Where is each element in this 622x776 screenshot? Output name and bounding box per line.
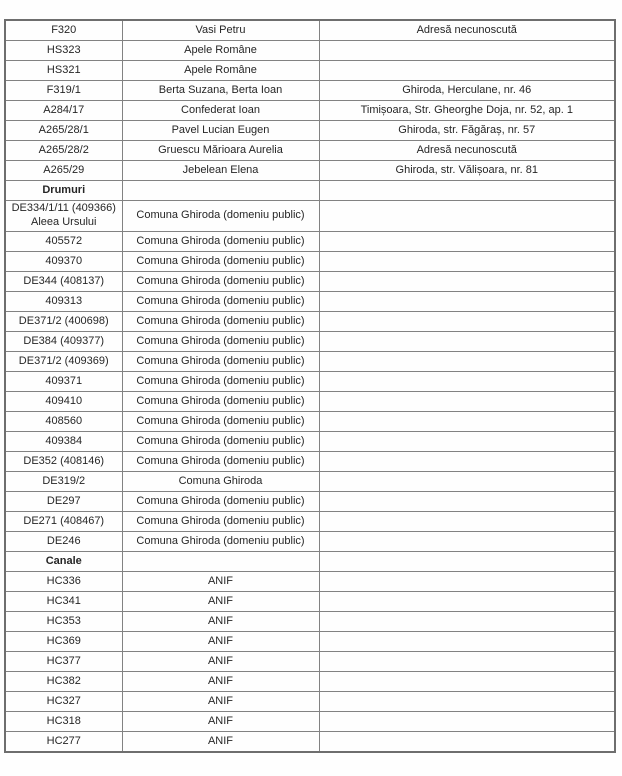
cell-parcel-code: A265/29 <box>5 161 122 181</box>
cell-parcel-code: HC277 <box>5 732 122 753</box>
cell-owner: Pavel Lucian Eugen <box>122 121 319 141</box>
cell-address <box>319 652 615 672</box>
cell-parcel-code: HC336 <box>5 572 122 592</box>
table-row <box>5 141 615 161</box>
cell-address <box>319 232 615 252</box>
cell-address: Ghiroda, str. Vălișoara, nr. 81 <box>319 161 615 181</box>
cell-address <box>319 512 615 532</box>
cell-parcel-code: HC382 <box>5 672 122 692</box>
table-row <box>5 592 615 612</box>
cell-owner: ANIF <box>122 592 319 612</box>
table-row <box>5 161 615 181</box>
cell-owner: ANIF <box>122 712 319 732</box>
cell-address: Ghiroda, Herculane, nr. 46 <box>319 81 615 101</box>
table-row <box>5 292 615 312</box>
cell-owner: Gruescu Mărioara Aurelia <box>122 141 319 161</box>
cell-parcel-code: 409384 <box>5 432 122 452</box>
cell-owner: Comuna Ghiroda (domeniu public) <box>122 252 319 272</box>
table-row <box>5 452 615 472</box>
cell-parcel-code: DE371/2 (409369) <box>5 352 122 372</box>
cell-parcel-code: 409371 <box>5 372 122 392</box>
cell-address <box>319 272 615 292</box>
cell-owner: Comuna Ghiroda (domeniu public) <box>122 201 319 232</box>
cell-address <box>319 312 615 332</box>
cell-owner: ANIF <box>122 732 319 753</box>
cell-parcel-code: HC369 <box>5 632 122 652</box>
table-row <box>5 332 615 352</box>
cell-address <box>319 352 615 372</box>
table-row <box>5 732 615 753</box>
cell-owner: Comuna Ghiroda (domeniu public) <box>122 352 319 372</box>
table-row <box>5 61 615 81</box>
table-row <box>5 472 615 492</box>
cell-parcel-code: HC353 <box>5 612 122 632</box>
table-row <box>5 252 615 272</box>
cell-address: Timișoara, Str. Gheorghe Doja, nr. 52, ap. 1 <box>319 101 615 121</box>
cell-address: Adresă necunoscută <box>319 141 615 161</box>
table-row <box>5 81 615 101</box>
table-row <box>5 532 615 552</box>
cell-parcel-code <box>5 201 122 232</box>
cell-address <box>319 692 615 712</box>
cell-owner: Comuna Ghiroda <box>122 472 319 492</box>
cell-parcel-code: DE384 (409377) <box>5 332 122 352</box>
cell-address: Ghiroda, str. Făgăraș, nr. 57 <box>319 121 615 141</box>
table-row <box>5 372 615 392</box>
cell-address <box>319 672 615 692</box>
cell-parcel-code: HC327 <box>5 692 122 712</box>
cell-owner: Comuna Ghiroda (domeniu public) <box>122 512 319 532</box>
table-row <box>5 101 615 121</box>
cell-parcel-code: HC377 <box>5 652 122 672</box>
cell-owner: Comuna Ghiroda (domeniu public) <box>122 372 319 392</box>
cell-address <box>319 181 615 201</box>
cell-owner: Berta Suzana, Berta Ioan <box>122 81 319 101</box>
cell-address <box>319 332 615 352</box>
cell-owner: ANIF <box>122 672 319 692</box>
table-row <box>5 312 615 332</box>
cell-address <box>319 632 615 652</box>
table-row <box>5 352 615 372</box>
table-row <box>5 392 615 412</box>
cell-owner <box>122 181 319 201</box>
table-row <box>5 612 615 632</box>
cell-parcel-code: DE271 (408467) <box>5 512 122 532</box>
cell-owner: Comuna Ghiroda (domeniu public) <box>122 232 319 252</box>
cell-address <box>319 252 615 272</box>
cell-parcel-code: A284/17 <box>5 101 122 121</box>
cell-parcel-code: HS323 <box>5 41 122 61</box>
cell-owner: Comuna Ghiroda (domeniu public) <box>122 492 319 512</box>
cell-owner <box>122 552 319 572</box>
cell-address <box>319 732 615 753</box>
cell-parcel-code: DE319/2 <box>5 472 122 492</box>
table-row <box>5 652 615 672</box>
cell-parcel-code: Canale <box>5 552 122 572</box>
table-row <box>5 492 615 512</box>
cell-address <box>319 552 615 572</box>
cell-address <box>319 432 615 452</box>
cell-owner: ANIF <box>122 692 319 712</box>
cell-owner: Comuna Ghiroda (domeniu public) <box>122 532 319 552</box>
cell-parcel-code: F319/1 <box>5 81 122 101</box>
cell-owner: Comuna Ghiroda (domeniu public) <box>122 412 319 432</box>
section-row <box>5 552 615 572</box>
cell-parcel-code: HC341 <box>5 592 122 612</box>
cell-owner: Comuna Ghiroda (domeniu public) <box>122 432 319 452</box>
cell-parcel-code: 408560 <box>5 412 122 432</box>
section-row <box>5 181 615 201</box>
cell-parcel-code: DE297 <box>5 492 122 512</box>
cell-address <box>319 412 615 432</box>
table-row <box>5 201 615 232</box>
cell-parcel-code: DE371/2 (400698) <box>5 312 122 332</box>
table-row <box>5 512 615 532</box>
table-row <box>5 432 615 452</box>
cell-address <box>319 612 615 632</box>
cell-address <box>319 472 615 492</box>
cell-parcel-code: HC318 <box>5 712 122 732</box>
cell-owner: Comuna Ghiroda (domeniu public) <box>122 312 319 332</box>
cell-address <box>319 452 615 472</box>
cell-address <box>319 572 615 592</box>
cell-address <box>319 61 615 81</box>
table-row <box>5 412 615 432</box>
table-row <box>5 572 615 592</box>
cell-parcel-code: DE344 (408137) <box>5 272 122 292</box>
cell-owner: Comuna Ghiroda (domeniu public) <box>122 392 319 412</box>
cell-parcel-code: A265/28/2 <box>5 141 122 161</box>
parcel-code-line2: Aleea Ursului <box>31 216 97 228</box>
cell-address <box>319 201 615 232</box>
cell-owner: Vasi Petru <box>122 20 319 41</box>
cell-address <box>319 712 615 732</box>
cell-parcel-code: F320 <box>5 20 122 41</box>
table-row <box>5 632 615 652</box>
ownership-table-body <box>5 20 615 752</box>
cell-parcel-code: 409410 <box>5 392 122 412</box>
cell-owner: Apele Române <box>122 61 319 81</box>
cell-parcel-code: Drumuri <box>5 181 122 201</box>
cell-owner: Apele Române <box>122 41 319 61</box>
cell-parcel-code: 409313 <box>5 292 122 312</box>
cell-parcel-code: DE352 (408146) <box>5 452 122 472</box>
cell-owner: Jebelean Elena <box>122 161 319 181</box>
cell-owner: ANIF <box>122 632 319 652</box>
ownership-table <box>4 19 616 753</box>
cell-parcel-code: 405572 <box>5 232 122 252</box>
table-row <box>5 232 615 252</box>
cell-address <box>319 592 615 612</box>
cell-parcel-code: HS321 <box>5 61 122 81</box>
cell-address <box>319 41 615 61</box>
cell-parcel-code: 409370 <box>5 252 122 272</box>
cell-address <box>319 392 615 412</box>
cell-owner: Comuna Ghiroda (domeniu public) <box>122 452 319 472</box>
table-row <box>5 672 615 692</box>
cell-parcel-code: A265/28/1 <box>5 121 122 141</box>
table-row <box>5 272 615 292</box>
table-row <box>5 20 615 41</box>
cell-owner: Comuna Ghiroda (domeniu public) <box>122 292 319 312</box>
cell-address <box>319 292 615 312</box>
cell-parcel-code: DE246 <box>5 532 122 552</box>
cell-owner: ANIF <box>122 612 319 632</box>
table-row <box>5 712 615 732</box>
cell-owner: ANIF <box>122 572 319 592</box>
parcel-code-line1: DE334/1/11 (409366) <box>11 202 116 215</box>
table-row <box>5 692 615 712</box>
cell-owner: Comuna Ghiroda (domeniu public) <box>122 332 319 352</box>
table-row <box>5 121 615 141</box>
cell-address <box>319 492 615 512</box>
cell-address <box>319 372 615 392</box>
table-row <box>5 41 615 61</box>
cell-owner: ANIF <box>122 652 319 672</box>
cell-owner: Confederat Ioan <box>122 101 319 121</box>
cell-address <box>319 532 615 552</box>
cell-address: Adresă necunoscută <box>319 20 615 41</box>
cell-owner: Comuna Ghiroda (domeniu public) <box>122 272 319 292</box>
